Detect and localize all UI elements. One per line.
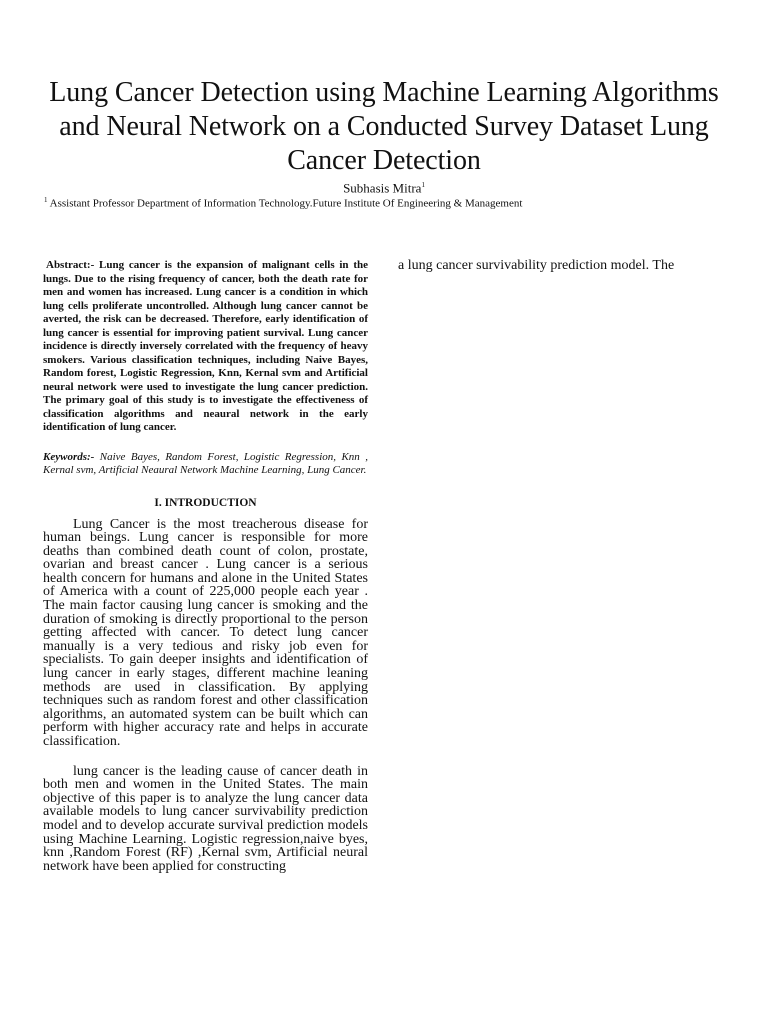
author-name: Subhasis Mitra xyxy=(343,180,422,196)
abstract: Abstract:- Lung cancer is the expansion of malignant cells in the lungs. Due to the rising frequency of cancer, both the death rate for men and women has increased. Lung cancer is a condition in which lung cells proliferate uncontrolled. Although lung cancer cannot be averted, the risk can be decreased. Therefore, early identification of lung cancer is essential for improving patient survival. Lung cancer incidence is directly inversely correlated with the frequency of heavy smokers. Various classification techniques, including Naive Bayes, Random forest, Logistic Regression, Knn, Kernal svm and Artificial neural network were used to investigate the lung cancer prediction. The primary goal of this study is to investigate the effectiveness of classification algorithms and neaural network in the early identification of lung cancer. xyxy=(43,259,368,433)
paper-title: Lung Cancer Detection using Machine Learning Algorithms and Neural Network on a Conducted Survey Dataset Lung Cancer Detection xyxy=(49,77,719,176)
left-column xyxy=(43,259,368,873)
author-affiliation-marker: 1 xyxy=(421,181,425,189)
keywords-label: Keywords:- xyxy=(43,450,95,463)
affiliation-text: Assistant Professor Department of Information Technology.Future Institute Of Engineering & Management xyxy=(47,197,523,210)
right-column xyxy=(398,258,728,274)
affiliation-line xyxy=(44,193,734,211)
right-column-continuation: a lung cancer survivability prediction model. The xyxy=(398,258,675,273)
introduction-paragraph-1: Lung Cancer is the most treacherous disease for human beings. Lung cancer is responsible for more deaths than combined death count of colon, prostate, ovarian and breast cancer . Lung cancer is a serious health concern for humans and alone in the United States of America with a count of 225,000 people each year . The main factor causing lung cancer is smoking and the duration of smoking is directly proportional to the person getting affected with cancer. To detect lung cancer manually is a very tedious and risky job even for specialists. To gain deeper insights and identification of lung cancer in early stages, different machine leaning methods are used in classification. By applying techniques such as random forest and other classification algorithms, an automated system can be built which can perform with higher accuracy rate and helps in accurate classification. xyxy=(43,516,368,749)
introduction-paragraph-2: lung cancer is the leading cause of cancer death in both men and women in the United States. The main objective of this paper is to analyze the lung cancer data available models to lung cancer survivability prediction model and to develop accurate survival prediction models using Machine Learning. Logistic regression,naive byes, knn ,Random Forest (RF) ,Kernal svm, Artificial neural network have been applied for constructing xyxy=(43,763,368,874)
introduction-heading: I. INTRODUCTION xyxy=(154,496,257,509)
keywords-text: Naive Bayes, Random Forest, Logistic Regression, Knn , Kernal svm, Artificial Neaural Network Machine Learning, Lung Cancer. xyxy=(43,450,368,476)
keywords xyxy=(43,451,368,478)
affiliation-marker: 1 xyxy=(44,196,48,204)
